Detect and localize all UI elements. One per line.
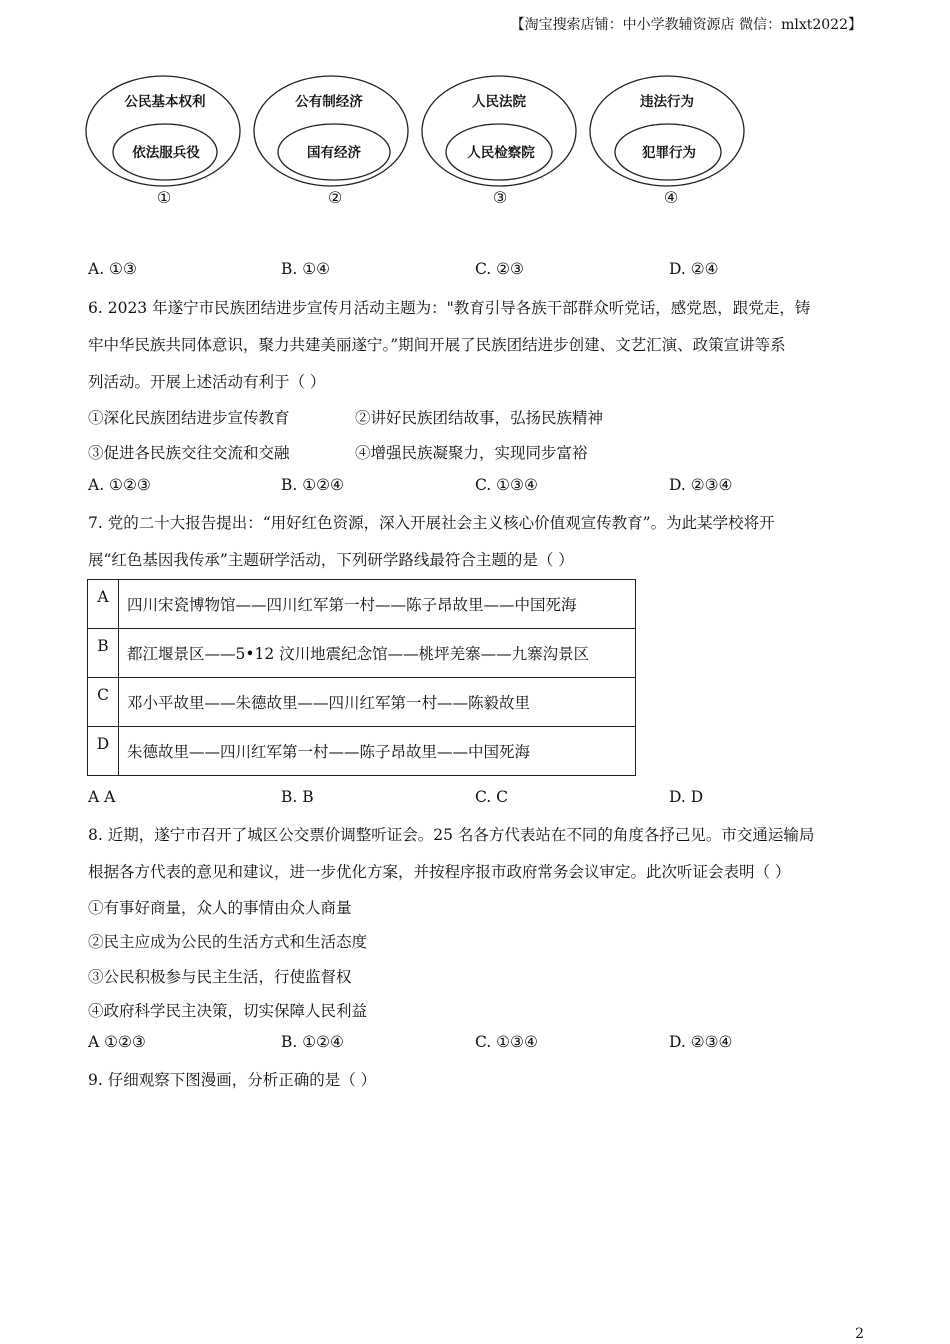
- inner-label: 人民检察院: [467, 145, 535, 161]
- route-letter: C: [88, 678, 119, 727]
- diagram-group-4: [590, 76, 744, 207]
- q9-stem: 9. 仔细观察下图漫画，分析正确的是（ ）: [88, 1071, 377, 1089]
- q7-route-table: [87, 579, 636, 776]
- outer-label: 公有制经济: [295, 94, 363, 110]
- inner-label: 犯罪行为: [642, 145, 696, 161]
- outer-label: 违法行为: [640, 94, 694, 110]
- outer-circle: [590, 76, 744, 186]
- q5-option-c: C. ②③: [475, 260, 524, 278]
- concept-diagram: [84, 72, 754, 212]
- q7-option-b: B. B: [281, 788, 314, 806]
- outer-label: 人民法院: [472, 94, 526, 110]
- q6-item-4: ④增强民族凝聚力，实现同步富裕: [355, 444, 588, 462]
- q8-item-1: ①有事好商量，众人的事情由众人商量: [88, 899, 352, 917]
- group-number: ②: [327, 188, 343, 207]
- table-row: [88, 727, 636, 776]
- q6-stem-line-3: 列活动。开展上述活动有利于（ ）: [88, 373, 326, 391]
- route-text: 邓小平故里——朱德故里——四川红军第一村——陈毅故里: [119, 678, 636, 727]
- table-row: [88, 629, 636, 678]
- q8-option-a: A ①②③: [88, 1033, 146, 1051]
- q6-option-a: A. ①②③: [88, 476, 151, 494]
- route-text: 都江堰景区——5•12 汶川地震纪念馆——桃坪羌寨——九寨沟景区: [119, 629, 636, 678]
- group-number: ①: [156, 188, 172, 207]
- diagram-group-2: [254, 76, 408, 207]
- q8-option-d: D. ②③④: [669, 1033, 733, 1051]
- q6-item-2: ②讲好民族团结故事，弘扬民族精神: [355, 409, 604, 427]
- q6-option-c: C. ①③④: [475, 476, 538, 494]
- page-number: 2: [855, 1326, 864, 1342]
- route-text: 四川宋瓷博物馆——四川红军第一村——陈子昂故里——中国死海: [119, 580, 636, 629]
- inner-label: 依法服兵役: [132, 145, 200, 161]
- q7-stem-line-2: 展“红色基因我传承”主题研学活动，下列研学路线最符合主题的是（ ）: [88, 551, 574, 569]
- q8-item-3: ③公民积极参与民主生活，行使监督权: [88, 968, 352, 986]
- group-number: ③: [492, 188, 508, 207]
- q5-option-b: B. ①④: [281, 260, 331, 278]
- group-number: ④: [663, 188, 679, 207]
- q8-stem-line-2: 根据各方代表的意见和建议，进一步优化方案，并按程序报市政府常务会议审定。此次听证会表明（ ）: [88, 863, 791, 881]
- q7-option-d: D. D: [669, 788, 704, 806]
- q8-option-c: C. ①③④: [475, 1033, 538, 1051]
- route-letter: A: [88, 580, 119, 629]
- q6-stem-line-2: 牢中华民族共同体意识，聚力共建美丽遂宁。”期间开展了民族团结进步创建、文艺汇演、政策宣讲等系: [88, 336, 786, 354]
- q6-item-1: ①深化民族团结进步宣传教育: [88, 409, 290, 427]
- diagram-group-3: [422, 76, 576, 207]
- q8-stem-line-1: 8. 近期，遂宁市召开了城区公交票价调整听证会。25 名各方代表站在不同的角度各抒己见。市交通运输局: [88, 826, 815, 844]
- inner-label: 国有经济: [307, 145, 361, 161]
- outer-label: 公民基本权利: [124, 94, 206, 110]
- q7-stem-line-1: 7. 党的二十大报告提出：“用好红色资源，深入开展社会主义核心价值观宣传教育”。为此某学校将开: [88, 514, 775, 532]
- q8-item-4: ④政府科学民主决策，切实保障人民利益: [88, 1002, 368, 1020]
- diagram-group-1: [86, 76, 240, 207]
- q5-option-a: A. ①③: [88, 260, 137, 278]
- table-row: [88, 678, 636, 727]
- outer-circle: [254, 76, 408, 186]
- route-text: 朱德故里——四川红军第一村——陈子昂故里——中国死海: [119, 727, 636, 776]
- page-header-watermark: 【淘宝搜索店铺：中小学教辅资源店 微信：mlxt2022】: [510, 17, 862, 33]
- route-letter: B: [88, 629, 119, 678]
- q8-option-b: B. ①②④: [281, 1033, 344, 1051]
- outer-circle: [86, 76, 240, 186]
- table-row: [88, 580, 636, 629]
- q6-option-b: B. ①②④: [281, 476, 344, 494]
- q6-option-d: D. ②③④: [669, 476, 733, 494]
- q8-item-2: ②民主应成为公民的生活方式和生活态度: [88, 933, 368, 951]
- q6-stem-line-1: 6. 2023 年遂宁市民族团结进步宣传月活动主题为："教育引导各族干部群众听党话，感党恩，跟党走，铸: [88, 299, 811, 317]
- q7-option-a: A A: [88, 788, 116, 806]
- route-letter: D: [88, 727, 119, 776]
- outer-circle: [422, 76, 576, 186]
- q6-item-3: ③促进各民族交往交流和交融: [88, 444, 290, 462]
- q5-option-d: D. ②④: [669, 260, 719, 278]
- q7-option-c: C. C: [475, 788, 509, 806]
